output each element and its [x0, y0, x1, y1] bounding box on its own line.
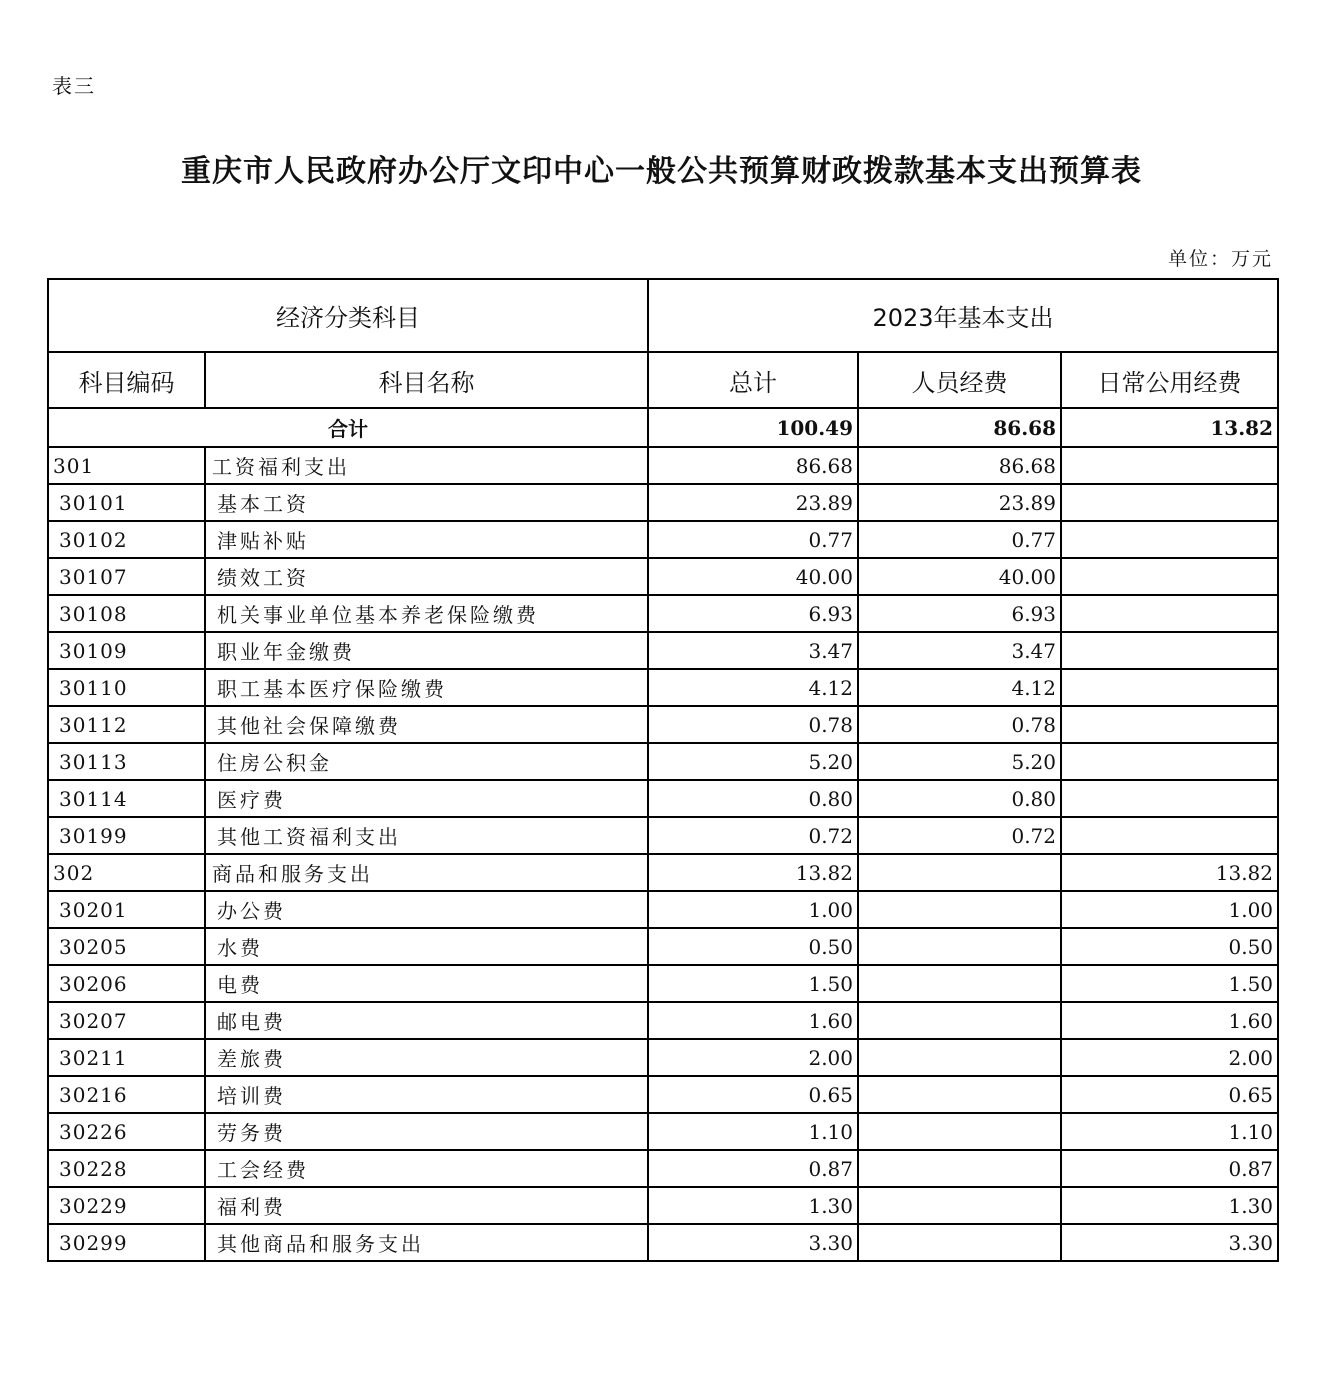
table-row — [48, 817, 1278, 854]
row-total: 0.80 — [648, 780, 858, 817]
row-personnel — [858, 1113, 1061, 1150]
row-public — [1061, 780, 1278, 817]
header-basic-expenditure: 2023年基本支出 — [648, 279, 1278, 352]
row-code: 30113 — [48, 743, 205, 780]
table-row — [48, 632, 1278, 669]
total-total: 100.49 — [648, 408, 858, 447]
row-code: 30205 — [48, 928, 205, 965]
header-name: 科目名称 — [205, 352, 648, 408]
row-name: 劳务费 — [205, 1113, 648, 1150]
row-code: 30211 — [48, 1039, 205, 1076]
table-row — [48, 1076, 1278, 1113]
table-row — [48, 854, 1278, 891]
row-name: 职工基本医疗保险缴费 — [205, 669, 648, 706]
row-total: 40.00 — [648, 558, 858, 595]
table-row — [48, 965, 1278, 1002]
row-total: 0.50 — [648, 928, 858, 965]
table-row — [48, 1002, 1278, 1039]
budget-table — [47, 278, 1279, 1262]
row-personnel: 86.68 — [858, 447, 1061, 484]
row-public: 1.30 — [1061, 1187, 1278, 1224]
row-total: 0.72 — [648, 817, 858, 854]
row-code: 30228 — [48, 1150, 205, 1187]
row-total: 6.93 — [648, 595, 858, 632]
row-personnel: 23.89 — [858, 484, 1061, 521]
row-total: 86.68 — [648, 447, 858, 484]
row-code: 30199 — [48, 817, 205, 854]
row-name: 医疗费 — [205, 780, 648, 817]
row-code: 30112 — [48, 706, 205, 743]
row-public: 1.00 — [1061, 891, 1278, 928]
total-public: 13.82 — [1061, 408, 1278, 447]
row-total: 5.20 — [648, 743, 858, 780]
row-personnel — [858, 891, 1061, 928]
row-personnel: 5.20 — [858, 743, 1061, 780]
table-row — [48, 669, 1278, 706]
row-total: 1.10 — [648, 1113, 858, 1150]
row-name: 职业年金缴费 — [205, 632, 648, 669]
row-total: 1.30 — [648, 1187, 858, 1224]
row-code: 30108 — [48, 595, 205, 632]
table-row — [48, 484, 1278, 521]
table-row — [48, 928, 1278, 965]
row-name: 差旅费 — [205, 1039, 648, 1076]
row-total: 0.78 — [648, 706, 858, 743]
row-personnel — [858, 1187, 1061, 1224]
row-name: 邮电费 — [205, 1002, 648, 1039]
row-name: 培训费 — [205, 1076, 648, 1113]
row-code: 301 — [48, 447, 205, 484]
table-row — [48, 595, 1278, 632]
row-public — [1061, 706, 1278, 743]
row-personnel: 6.93 — [858, 595, 1061, 632]
row-name: 办公费 — [205, 891, 648, 928]
row-code: 30201 — [48, 891, 205, 928]
row-personnel: 0.77 — [858, 521, 1061, 558]
row-total: 13.82 — [648, 854, 858, 891]
row-personnel — [858, 928, 1061, 965]
row-name: 商品和服务支出 — [205, 854, 648, 891]
header-total: 总计 — [648, 352, 858, 408]
row-name: 住房公积金 — [205, 743, 648, 780]
total-label: 合计 — [48, 408, 648, 447]
table-row — [48, 521, 1278, 558]
row-code: 302 — [48, 854, 205, 891]
row-public — [1061, 447, 1278, 484]
row-public — [1061, 743, 1278, 780]
table-row — [48, 1187, 1278, 1224]
row-code: 30109 — [48, 632, 205, 669]
table-row — [48, 891, 1278, 928]
row-total: 1.50 — [648, 965, 858, 1002]
row-total: 3.47 — [648, 632, 858, 669]
row-code: 30110 — [48, 669, 205, 706]
row-name: 绩效工资 — [205, 558, 648, 595]
row-personnel — [858, 1076, 1061, 1113]
header-row-1 — [48, 279, 1278, 352]
table-row — [48, 1113, 1278, 1150]
row-public — [1061, 484, 1278, 521]
row-public — [1061, 632, 1278, 669]
table-row — [48, 558, 1278, 595]
row-name: 其他工资福利支出 — [205, 817, 648, 854]
row-total: 4.12 — [648, 669, 858, 706]
row-name: 工会经费 — [205, 1150, 648, 1187]
row-public: 2.00 — [1061, 1039, 1278, 1076]
table-row — [48, 780, 1278, 817]
row-public — [1061, 595, 1278, 632]
row-code: 30207 — [48, 1002, 205, 1039]
row-total: 0.87 — [648, 1150, 858, 1187]
row-personnel: 40.00 — [858, 558, 1061, 595]
row-public — [1061, 817, 1278, 854]
row-name: 津贴补贴 — [205, 521, 648, 558]
row-name: 水费 — [205, 928, 648, 965]
row-name: 其他商品和服务支出 — [205, 1224, 648, 1261]
row-personnel: 0.80 — [858, 780, 1061, 817]
table-number-label: 表三 — [52, 74, 96, 98]
row-total: 2.00 — [648, 1039, 858, 1076]
row-name: 其他社会保障缴费 — [205, 706, 648, 743]
row-name: 基本工资 — [205, 484, 648, 521]
header-personnel: 人员经费 — [858, 352, 1061, 408]
total-row — [48, 408, 1278, 447]
total-personnel: 86.68 — [858, 408, 1061, 447]
row-personnel: 0.72 — [858, 817, 1061, 854]
row-public — [1061, 669, 1278, 706]
header-public: 日常公用经费 — [1061, 352, 1278, 408]
row-personnel: 0.78 — [858, 706, 1061, 743]
header-row-2 — [48, 352, 1278, 408]
row-public — [1061, 521, 1278, 558]
table-row — [48, 706, 1278, 743]
row-code: 30229 — [48, 1187, 205, 1224]
row-total: 1.00 — [648, 891, 858, 928]
row-code: 30101 — [48, 484, 205, 521]
row-public: 0.50 — [1061, 928, 1278, 965]
row-total: 23.89 — [648, 484, 858, 521]
row-personnel: 3.47 — [858, 632, 1061, 669]
row-personnel — [858, 965, 1061, 1002]
table-row — [48, 1039, 1278, 1076]
row-personnel: 4.12 — [858, 669, 1061, 706]
row-public: 0.87 — [1061, 1150, 1278, 1187]
row-name: 电费 — [205, 965, 648, 1002]
row-personnel — [858, 1150, 1061, 1187]
row-personnel — [858, 1002, 1061, 1039]
row-code: 30102 — [48, 521, 205, 558]
table-row — [48, 1150, 1278, 1187]
row-name: 福利费 — [205, 1187, 648, 1224]
row-public: 0.65 — [1061, 1076, 1278, 1113]
table-row — [48, 743, 1278, 780]
table-row — [48, 447, 1278, 484]
header-economic-category: 经济分类科目 — [48, 279, 648, 352]
row-code: 30114 — [48, 780, 205, 817]
row-name: 机关事业单位基本养老保险缴费 — [205, 595, 648, 632]
document-title: 重庆市人民政府办公厅文印中心一般公共预算财政拨款基本支出预算表 — [181, 154, 1142, 189]
row-public: 1.10 — [1061, 1113, 1278, 1150]
row-name: 工资福利支出 — [205, 447, 648, 484]
row-public: 1.60 — [1061, 1002, 1278, 1039]
row-code: 30226 — [48, 1113, 205, 1150]
row-total: 3.30 — [648, 1224, 858, 1261]
row-code: 30206 — [48, 965, 205, 1002]
row-total: 0.77 — [648, 521, 858, 558]
row-personnel — [858, 1039, 1061, 1076]
unit-label: 单位：万元 — [1167, 248, 1273, 270]
row-personnel — [858, 854, 1061, 891]
header-code: 科目编码 — [48, 352, 205, 408]
row-code: 30107 — [48, 558, 205, 595]
row-public: 3.30 — [1061, 1224, 1278, 1261]
row-public — [1061, 558, 1278, 595]
row-code: 30216 — [48, 1076, 205, 1113]
row-total: 1.60 — [648, 1002, 858, 1039]
table-row — [48, 1224, 1278, 1261]
row-code: 30299 — [48, 1224, 205, 1261]
row-personnel — [858, 1224, 1061, 1261]
row-total: 0.65 — [648, 1076, 858, 1113]
row-public: 1.50 — [1061, 965, 1278, 1002]
row-public: 13.82 — [1061, 854, 1278, 891]
